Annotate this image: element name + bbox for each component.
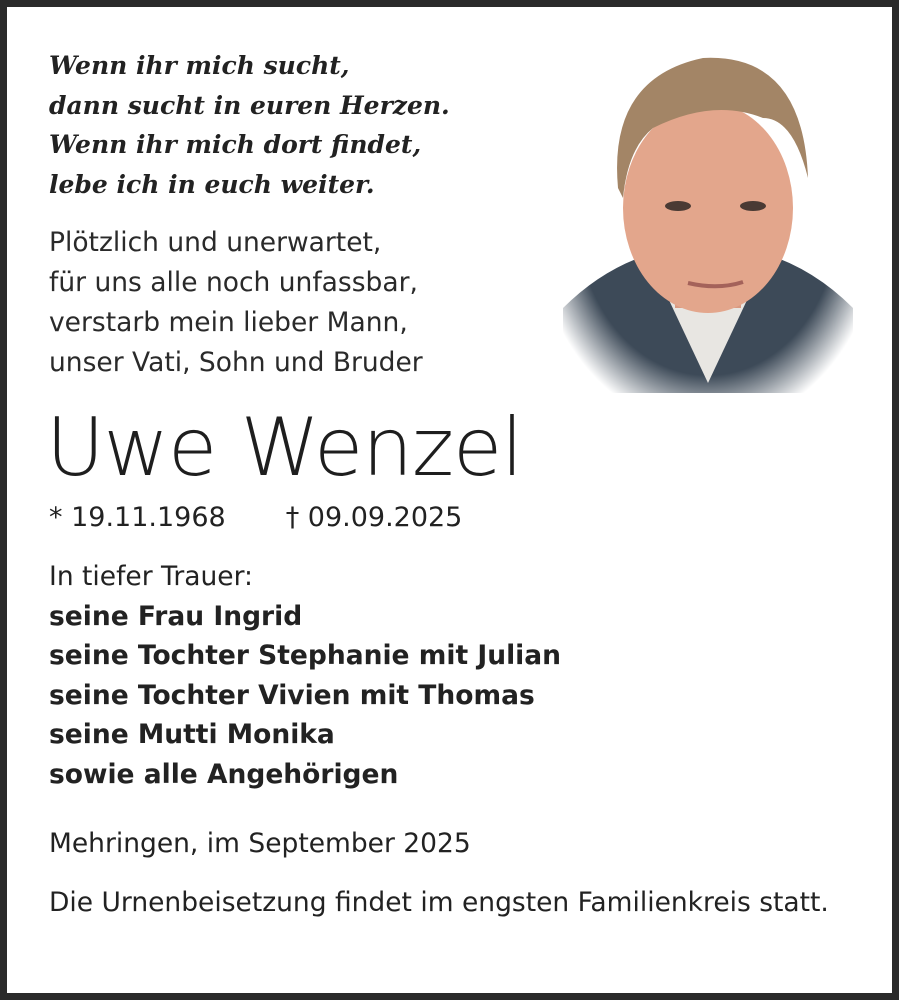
death-date: † 09.09.2025 xyxy=(285,502,463,533)
quote-line: Wenn ihr mich sucht, xyxy=(49,51,350,80)
mourners xyxy=(49,557,561,794)
mourners-heading: In tiefer Trauer: xyxy=(49,561,253,592)
mourner: seine Mutti Monika xyxy=(49,719,335,750)
quote-line: lebe ich in euch weiter. xyxy=(49,169,375,199)
intro-text xyxy=(49,223,423,383)
place-date: Mehringen, im September 2025 xyxy=(49,828,471,859)
quote-line: dann sucht in euren Herzen. xyxy=(49,90,450,120)
mourner: seine Tochter Vivien mit Thomas xyxy=(49,679,535,711)
mourner: seine Frau Ingrid xyxy=(49,600,303,632)
memorial-quote xyxy=(49,46,450,204)
intro-line: für uns alle noch unfassbar, xyxy=(49,267,418,298)
deceased-name: Uwe Wenzel xyxy=(46,401,523,494)
life-dates xyxy=(49,500,462,536)
intro-line: verstarb mein lieber Mann, xyxy=(49,307,408,338)
portrait-photo xyxy=(563,38,853,393)
intro-line: Plötzlich und unerwartet, xyxy=(49,227,382,258)
quote-line: Wenn ihr mich dort findet, xyxy=(49,130,422,159)
intro-line: unser Vati, Sohn und Bruder xyxy=(49,347,423,378)
funeral-note: Die Urnenbeisetzung findet im engsten Familienkreis statt. xyxy=(49,887,829,918)
mourner: sowie alle Angehörigen xyxy=(49,758,399,790)
birth-date: * 19.11.1968 xyxy=(49,502,226,533)
mourner: seine Tochter Stephanie mit Julian xyxy=(49,640,561,671)
